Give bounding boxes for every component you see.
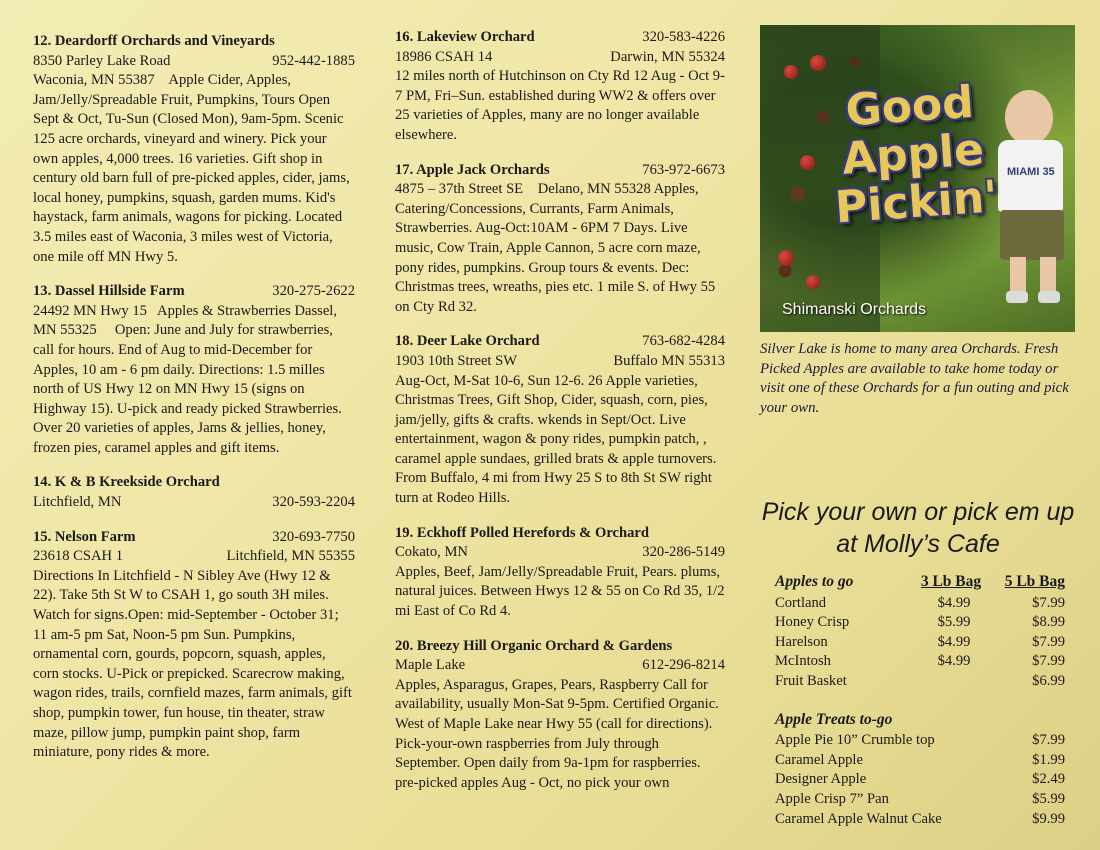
treat-item-row xyxy=(775,770,1065,790)
orchard-address-row xyxy=(395,656,725,676)
apple-item-price-3lb xyxy=(915,672,993,692)
apples-menu-header xyxy=(775,572,1065,592)
treat-item-name: Caramel Apple Walnut Cake xyxy=(775,810,942,827)
treat-item-row xyxy=(775,790,1065,810)
orchard-description: Apples, Beef, Jam/Jelly/Spreadable Fruit, Pears. plums, natural juices. Between Hwys 12 & 55 on Co Rd 35, 1/2 mi East of Co Rd 4. xyxy=(395,563,729,620)
apple-item-name: Harelson xyxy=(775,633,828,650)
apple-item-name: Cortland xyxy=(775,594,827,611)
orchard-entry xyxy=(395,28,725,146)
treat-item-name: Designer Apple xyxy=(775,771,867,788)
orchard-entry xyxy=(33,282,355,458)
orchard-address-row xyxy=(395,543,725,563)
orchard-description: 4875 – 37th Street SE Delano, MN 55328 Apples, Catering/Concessions, Currants, Farm Animals, Strawberries. Aug-Oct:10AM - 6PM 7 Days. Live music, Cow Train, Apple Cannon, 5 acre corn maze, pony rides, pumpkins. Group tours & events. Dec: Christmas trees, wreaths, pies etc. 1 mile S. of Hwy 55 on Cty Rd 32. xyxy=(395,181,719,315)
orchard-phone: 763-972-6673 xyxy=(642,161,725,178)
orchard-entry-header xyxy=(395,161,725,181)
orchard-name: 17. Apple Jack Orchards xyxy=(395,161,550,178)
photo-child-shorts xyxy=(1000,210,1064,260)
orchard-phone: 320-275-2622 xyxy=(272,283,355,300)
apple-item-price-5lb: $8.99 xyxy=(1032,614,1065,631)
treats-menu xyxy=(775,710,1065,830)
orchard-entry xyxy=(33,32,355,267)
photo-apple xyxy=(778,250,794,266)
orchard-contact: 952-442-1885 xyxy=(272,52,355,69)
photo-child-head xyxy=(1005,90,1053,145)
photo-title xyxy=(823,77,1003,233)
orchard-name: 18. Deer Lake Orchard xyxy=(395,333,540,350)
orchard-description: Directions In Litchfield - N Sibley Ave (Hwy 12 & 22). Take 5th St W to CSAH 1, go south 3H miles. Watch for signs.Open: mid-September - October 31; 11 am-5 pm Sat, Noon-5 pm Sun. Pumpkins, ornamental corn, gourds, popcorn, squash, apples, corn stocks. U-Pick or prepicked. Scarecrow making, wagon rides, trails, cornfield mazes, farm animals, gift shop, pumpkin tower, fun house, tin theater, straw maze, pillow jump, pumpkin paint shop, farm miniature, pony rides & more. xyxy=(33,567,356,761)
orchard-entry-header xyxy=(395,524,725,544)
orchard-photo xyxy=(760,25,1075,332)
photo-child-shoe xyxy=(1038,291,1060,303)
orchard-description: 12 miles north of Hutchinson on Cty Rd 12 Aug - Oct 9-7 PM, Fri–Sun. established during WW2 & offers over 25 varieties of Apples, many are no longer available elsewhere. xyxy=(395,68,725,143)
treat-item-price: $9.99 xyxy=(1032,810,1065,827)
photo-child-shoe xyxy=(1006,291,1028,303)
apples-menu-col1: 3 Lb Bag xyxy=(920,573,982,590)
orchard-name: 13. Dassel Hillside Farm xyxy=(33,283,185,300)
photo-caption: Shimanski Orchards xyxy=(782,301,927,318)
orchard-description: Apples, Asparagus, Grapes, Pears, Raspberry Call for availability, usually Mon-Sat 9-5pm. Certified Organic. West of Maple Lake near Hwy 55 (call for directions). Pick-your-own raspberries from July through September. Open daily from 9a-1pm for raspberries. pre-picked apples Aug - Oct, no pick your own xyxy=(395,676,723,791)
apple-item-price-5lb: $6.99 xyxy=(1032,672,1065,689)
orchard-name: 16. Lakeview Orchard xyxy=(395,29,535,45)
treats-menu-rows xyxy=(775,731,1065,829)
orchard-address-row xyxy=(33,547,355,567)
apples-menu xyxy=(775,572,1065,829)
orchard-address: Maple Lake xyxy=(395,657,466,674)
apple-item-price-3lb: $5.99 xyxy=(937,614,971,631)
apple-item-price-3lb: $4.99 xyxy=(937,594,971,611)
photo-apple xyxy=(800,155,815,170)
orchard-phone: 763-682-4284 xyxy=(642,333,725,350)
orchard-name: 19. Eckhoff Polled Herefords & Orchard xyxy=(395,524,650,541)
apple-item-row xyxy=(775,652,1065,672)
orchard-phone: 320-693-7750 xyxy=(272,528,355,545)
treat-item-price: $1.99 xyxy=(1032,751,1065,768)
orchard-entry xyxy=(395,524,729,622)
promo-heading: Pick your own or pick em up at Molly’s Cafe xyxy=(761,498,1075,558)
photo-title-line: Good xyxy=(843,76,976,137)
orchard-entry-header xyxy=(395,332,725,352)
orchard-contact: 320-593-2204 xyxy=(272,494,355,511)
orchard-list-column-1 xyxy=(33,32,355,778)
photo-apple xyxy=(784,65,798,79)
apple-item-price-5lb: $7.99 xyxy=(1032,633,1065,650)
treat-item-price: $5.99 xyxy=(1032,790,1065,807)
apple-item-price-5lb: $7.99 xyxy=(1032,594,1065,611)
apples-menu-rows xyxy=(775,594,1065,692)
apple-item-name: Honey Crisp xyxy=(775,614,850,631)
apple-item-price-3lb: $4.99 xyxy=(937,633,971,650)
treat-item-name: Caramel Apple xyxy=(775,751,863,768)
orchard-contact: Darwin, MN 55324 xyxy=(610,48,725,65)
orchard-name: 12. Deardorff Orchards and Vineyards xyxy=(33,33,275,49)
orchard-contact: 612-296-8214 xyxy=(642,657,725,674)
apple-item-price-5lb: $7.99 xyxy=(1032,653,1065,670)
apple-item-name: McIntosh xyxy=(775,653,831,670)
treats-menu-header xyxy=(775,710,1065,730)
orchard-contact: 320-286-5149 xyxy=(642,544,725,561)
photo-shirt-text: MIAMI 35 xyxy=(1007,166,1055,178)
apple-item-row xyxy=(775,633,1065,653)
orchard-entry xyxy=(395,161,725,318)
orchard-address-row xyxy=(33,52,355,72)
orchard-entry xyxy=(395,332,725,508)
photo-apple xyxy=(806,275,820,289)
treat-item-row xyxy=(775,751,1065,771)
intro-text: Silver Lake is home to many area Orchards. Fresh Picked Apples are available to take home today or visit one of these Orchards for a fun outing and pick your own. xyxy=(760,341,1069,416)
orchard-address-row xyxy=(33,493,355,513)
photo-child-leg xyxy=(1040,257,1056,295)
orchard-contact: Buffalo MN 55313 xyxy=(613,352,725,369)
orchard-address: 8350 Parley Lake Road xyxy=(33,52,171,69)
apples-menu-title: Apples to go xyxy=(775,573,854,590)
orchard-entry xyxy=(395,637,725,794)
orchard-address: 23618 CSAH 1 xyxy=(33,548,124,565)
photo-child-leg xyxy=(1010,257,1026,295)
orchard-list-column-2 xyxy=(395,28,729,808)
apples-menu-col2: 5 Lb Bag xyxy=(1004,573,1065,590)
orchard-phone: 320-583-4226 xyxy=(642,29,725,45)
photo-title-line: Pickin' xyxy=(833,171,1000,234)
orchard-entry-header xyxy=(395,637,725,657)
orchard-contact: Litchfield, MN 55355 xyxy=(226,548,355,565)
orchard-address: 1903 10th Street SW xyxy=(395,352,518,369)
orchard-entry-header xyxy=(33,528,355,548)
treat-item-price: $2.49 xyxy=(1032,771,1065,788)
orchard-entry-header xyxy=(33,282,355,302)
treat-item-row xyxy=(775,731,1065,751)
orchard-entry-header xyxy=(33,473,355,493)
apple-item-row xyxy=(775,613,1065,633)
treats-menu-title: Apple Treats to-go xyxy=(775,710,893,728)
treat-item-name: Apple Pie 10” Crumble top xyxy=(775,732,935,749)
apple-item-row xyxy=(775,672,1065,692)
treat-item-name: Apple Crisp 7” Pan xyxy=(775,790,889,807)
orchard-entry xyxy=(33,528,355,763)
orchard-name: 20. Breezy Hill Organic Orchard & Gardens xyxy=(395,637,673,654)
orchard-entry-header xyxy=(395,28,725,48)
orchard-address-row xyxy=(395,352,725,372)
orchard-address: 18986 CSAH 14 xyxy=(395,48,493,65)
orchard-entry-header xyxy=(33,32,355,52)
apple-item-price-3lb: $4.99 xyxy=(937,653,971,670)
orchard-address: Cokato, MN xyxy=(395,544,468,561)
promo-column xyxy=(760,25,1076,829)
orchard-address: Litchfield, MN xyxy=(33,494,122,511)
apple-item-name: Fruit Basket xyxy=(775,672,847,689)
photo-title-line: Apple xyxy=(840,124,986,185)
orchard-description: Waconia, MN 55387 Apple Cider, Apples, Jam/Jelly/Spreadable Fruit, Pumpkins, Tours Open Sept & Oct, Tu-Sun (Closed Mon), 9am-5pm. Scenic 125 acre orchards, vineyard and winery. Pick your own apples, 4,000 trees. 16 varieties. Gift shop in century old barn full of pre-picked apples, cider, jams, local honey, pumpkins, squash, garden mums. Kid's haystack, farm animals, wagons for picking. Located 3.5 miles east of Waconia, 3 miles west of Victoria, one mile off MN Hwy 5. xyxy=(33,72,354,265)
apple-item-row xyxy=(775,594,1065,614)
photo-apple xyxy=(810,55,826,71)
treat-item-row xyxy=(775,810,1065,830)
orchard-description: 24492 MN Hwy 15 Apples & Strawberries Dassel, MN 55325 Open: June and July for strawberries, call for hours. End of Aug to mid-December for Apples, 10 am - 6 pm daily. Directions: 1.5 milles north of US Hwy 12 on MN Hwy 15 (signs on Highway 15). U-pick and ready picked Strawberries. Over 20 varieties of apples, Jams & jellies, honey, frozen pies, caramel apples and gift items. xyxy=(33,302,346,456)
orchard-name: 14. K & B Kreekside Orchard xyxy=(33,474,220,491)
orchard-address-row xyxy=(395,48,725,68)
treat-item-price: $7.99 xyxy=(1032,732,1065,749)
orchard-name: 15. Nelson Farm xyxy=(33,528,136,545)
orchard-description: Aug-Oct, M-Sat 10-6, Sun 12-6. 26 Apple varieties, Christmas Trees, Gift Shop, Cider, squash, corn, pies, jam/jelly, gifts & crafts. wkends in Sept/Oct. Live entertainment, wagon & pony rides, pumpkin patch, , caramel apple sundaes, grilled brats & apple turnovers. From Buffalo, 4 mi from Hwy 25 S to 8th St SW right turn at Rodeo Hills. xyxy=(395,372,721,507)
orchard-entry xyxy=(33,473,355,512)
